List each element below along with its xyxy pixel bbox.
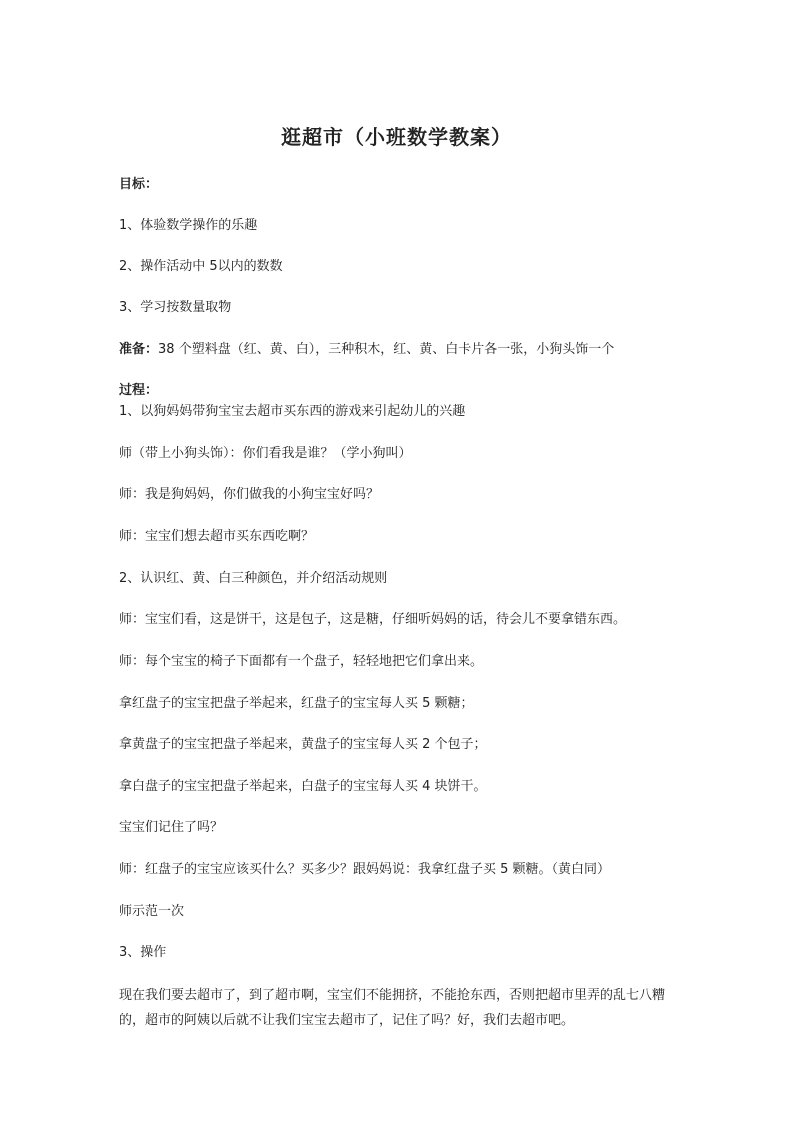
process-paragraph: 师：我是狗妈妈，你们做我的小狗宝宝好吗？ xyxy=(119,487,380,502)
process-paragraph: 拿黄盘子的宝宝把盘子举起来，黄盘子的宝宝每人买 2 个包子； xyxy=(119,737,487,752)
process-paragraph: 现在我们要去超市了，到了超市啊，宝宝们不能拥挤，不能抢东西，否则把超市里弄的乱七八糟的，超市的阿姨以后就不让我们宝宝去超市了，记住了吗？好，我们去超市吧。 xyxy=(119,988,666,1028)
document-title: 逛超市（小班数学教案） xyxy=(281,125,512,149)
objective-item-1: 1、体验数学操作的乐趣 xyxy=(119,218,258,233)
process-label: 过程： xyxy=(119,383,159,398)
process-paragraph: 宝宝们记住了吗？ xyxy=(119,820,224,835)
process-paragraph: 拿白盘子的宝宝把盘子举起来，白盘子的宝宝每人买 4 块饼干。 xyxy=(119,779,487,794)
preparation-label: 准备： xyxy=(119,342,159,357)
objective-item-2: 2、操作活动中 5以内的数数 xyxy=(119,259,283,274)
objectives-label: 目标： xyxy=(119,177,159,192)
process-paragraph: 拿红盘子的宝宝把盘子举起来，红盘子的宝宝每人买 5 颗糖； xyxy=(119,696,474,711)
process-paragraph: 师：红盘子的宝宝应该买什么？买多少？跟妈妈说：我拿红盘子买 5 颗糖。（黄白同） xyxy=(119,862,611,877)
process-paragraph: 师：宝宝们看，这是饼干，这是包子，这是糖，仔细听妈妈的话，待会儿不要拿错东西。 xyxy=(119,612,627,627)
process-paragraph: 师示范一次 xyxy=(119,904,185,919)
process-paragraph: 3、操作 xyxy=(119,945,167,960)
objective-item-3: 3、学习按数量取物 xyxy=(119,300,232,315)
preparation-line xyxy=(119,337,679,362)
process-paragraph: 1、以狗妈妈带狗宝宝去超市买东西的游戏来引起幼儿的兴趣 xyxy=(119,404,466,419)
preparation-text: 38 个塑料盘（红、黄、白），三种积木，红、黄、白卡片各一张，小狗头饰一个 xyxy=(158,342,615,357)
process-paragraph: 2、认识红、黄、白三种颜色，并介绍活动规则 xyxy=(119,571,388,586)
process-paragraph: 师（带上小狗头饰）：你们看我是谁？（学小狗叫） xyxy=(119,446,412,461)
process-paragraph: 师：每个宝宝的椅子下面都有一个盘子，轻轻地把它们拿出来。 xyxy=(119,654,484,669)
process-paragraph: 师：宝宝们想去超市买东西吃啊？ xyxy=(119,529,315,544)
